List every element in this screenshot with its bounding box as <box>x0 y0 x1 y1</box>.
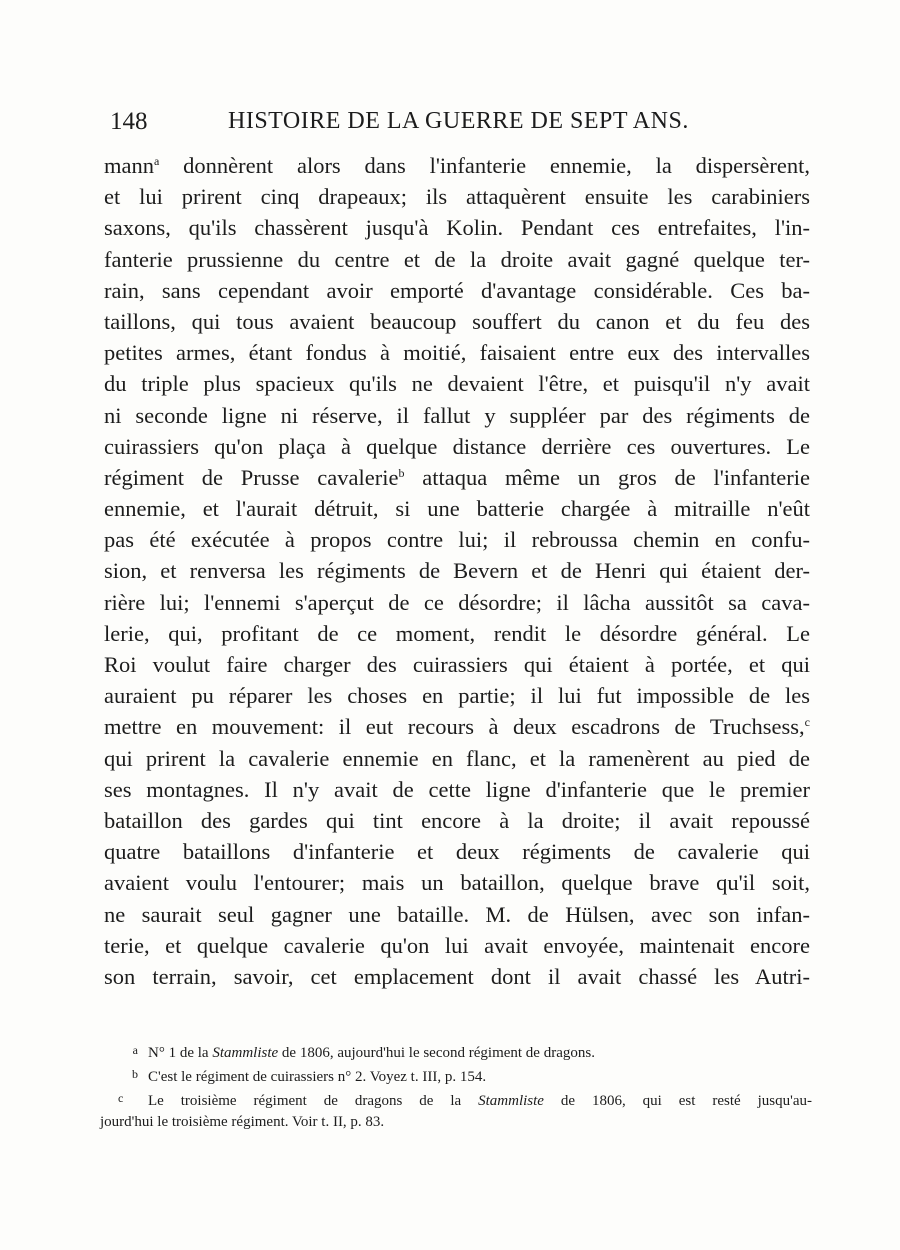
text-line: avaient voulu l'entourer; mais un bataillon, quelque brave qu'il soit, <box>104 870 810 896</box>
text-line: taillons, qui tous avaient beaucoup souffert du canon et du feu des <box>104 308 810 334</box>
page-header <box>110 108 810 142</box>
text-line: fanterie prussienne du centre et de la droite avait gagné quelque ter- <box>104 246 810 272</box>
text-line: ne saurait seul gagner une bataille. M. de Hülsen, avec son infan- <box>104 901 810 927</box>
text-line: régiment de Prusse cavalerie$^b$ attaqua même un gros de l'infanterie <box>104 464 810 490</box>
text-line: auraient pu réparer les choses en partie; il lui fut impossible de les <box>104 683 810 709</box>
text-line: lerie, qui, profitant de ce moment, rendit le désordre général. Le <box>104 620 810 646</box>
text-line: terie, et quelque cavalerie qu'on lui avait envoyée, maintenait encore <box>104 932 810 958</box>
footnote-mark: b <box>132 1067 138 1081</box>
body-text <box>104 150 810 992</box>
footnotes <box>100 1040 812 1133</box>
text-line: son terrain, savoir, cet emplacement dont il avait chassé les Autri- <box>104 963 810 989</box>
text-line: ennemie, et l'aurait détruit, si une batterie chargée à mitraille n'eût <box>104 496 810 522</box>
text-line: petites armes, étant fondus à moitié, faisaient entre eux des intervalles <box>104 340 810 366</box>
text-line: cuirassiers qu'on plaça à quelque distance derrière ces ouvertures. Le <box>104 433 810 459</box>
footnote-a: a N° 1 de la Stammliste de 1806, aujourd'hui le second régiment de dragons. <box>100 1040 812 1064</box>
footnote-c-continuation: jourd'hui le troisième régiment. Voir t. II, p. 83. <box>100 1114 385 1130</box>
text-line: mettre en mouvement: il eut recours à deux escadrons de Truchsess,$^c$ <box>104 714 810 740</box>
footnote-ref-a[interactable]: a <box>154 154 160 168</box>
text-line: sion, et renversa les régiments de Bevern et de Henri qui étaient der- <box>104 558 810 584</box>
footnote-c: c Le troisième régiment de dragons de la Stammliste de 1806, qui est resté jusqu'au- <box>100 1088 812 1112</box>
text-line: ses montagnes. Il n'y avait de cette ligne d'infanterie que le premier <box>104 776 810 802</box>
text-line: bataillon des gardes qui tint encore à la droite; il avait repoussé <box>104 807 810 833</box>
footnote-mark: c <box>118 1091 124 1105</box>
footnote-ref-c[interactable]: c <box>804 715 810 730</box>
text-line: Roi voulut faire charger des cuirassiers qui étaient à portée, et qui <box>104 652 810 677</box>
text-line: rière lui; l'ennemi s'aperçut de ce désordre; il lâcha aussitôt sa cava- <box>104 589 810 615</box>
text-line: du triple plus spacieux qu'ils ne devaient l'être, et puisqu'il n'y avait <box>104 371 810 397</box>
text-line: rain, sans cependant avoir emporté d'avantage considérable. Ces ba- <box>104 277 810 303</box>
text-line: qui prirent la cavalerie ennemie en flanc, et la ramenèrent au pied de <box>104 745 810 771</box>
footnote-mark: a <box>132 1043 138 1057</box>
text-line: saxons, qu'ils chassèrent jusqu'à Kolin. Pendant ces entrefaites, l'in- <box>104 215 810 241</box>
running-title: HISTOIRE DE LA GUERRE DE SEPT ANS. <box>228 108 689 134</box>
text-line: quatre bataillons d'infanterie et deux régiments de cavalerie qui <box>104 839 810 865</box>
text-line: pas été exécutée à propos contre lui; il rebroussa chemin en confu- <box>104 527 810 553</box>
page-number: 148 <box>110 108 148 135</box>
text-line: ni seconde ligne ni réserve, il fallut y suppléer par des régiments de <box>104 402 810 428</box>
footnote-b: b C'est le régiment de cuirassiers n° 2. Voyez t. III, p. 154. <box>100 1064 812 1088</box>
text-line: mann$^a$ donnèrent alors dans l'infanterie ennemie, la dispersèrent, <box>104 153 810 178</box>
footnote-ref-b[interactable]: b <box>398 465 405 480</box>
text-line: et lui prirent cinq drapeaux; ils attaquèrent ensuite les carabiniers <box>104 184 810 210</box>
